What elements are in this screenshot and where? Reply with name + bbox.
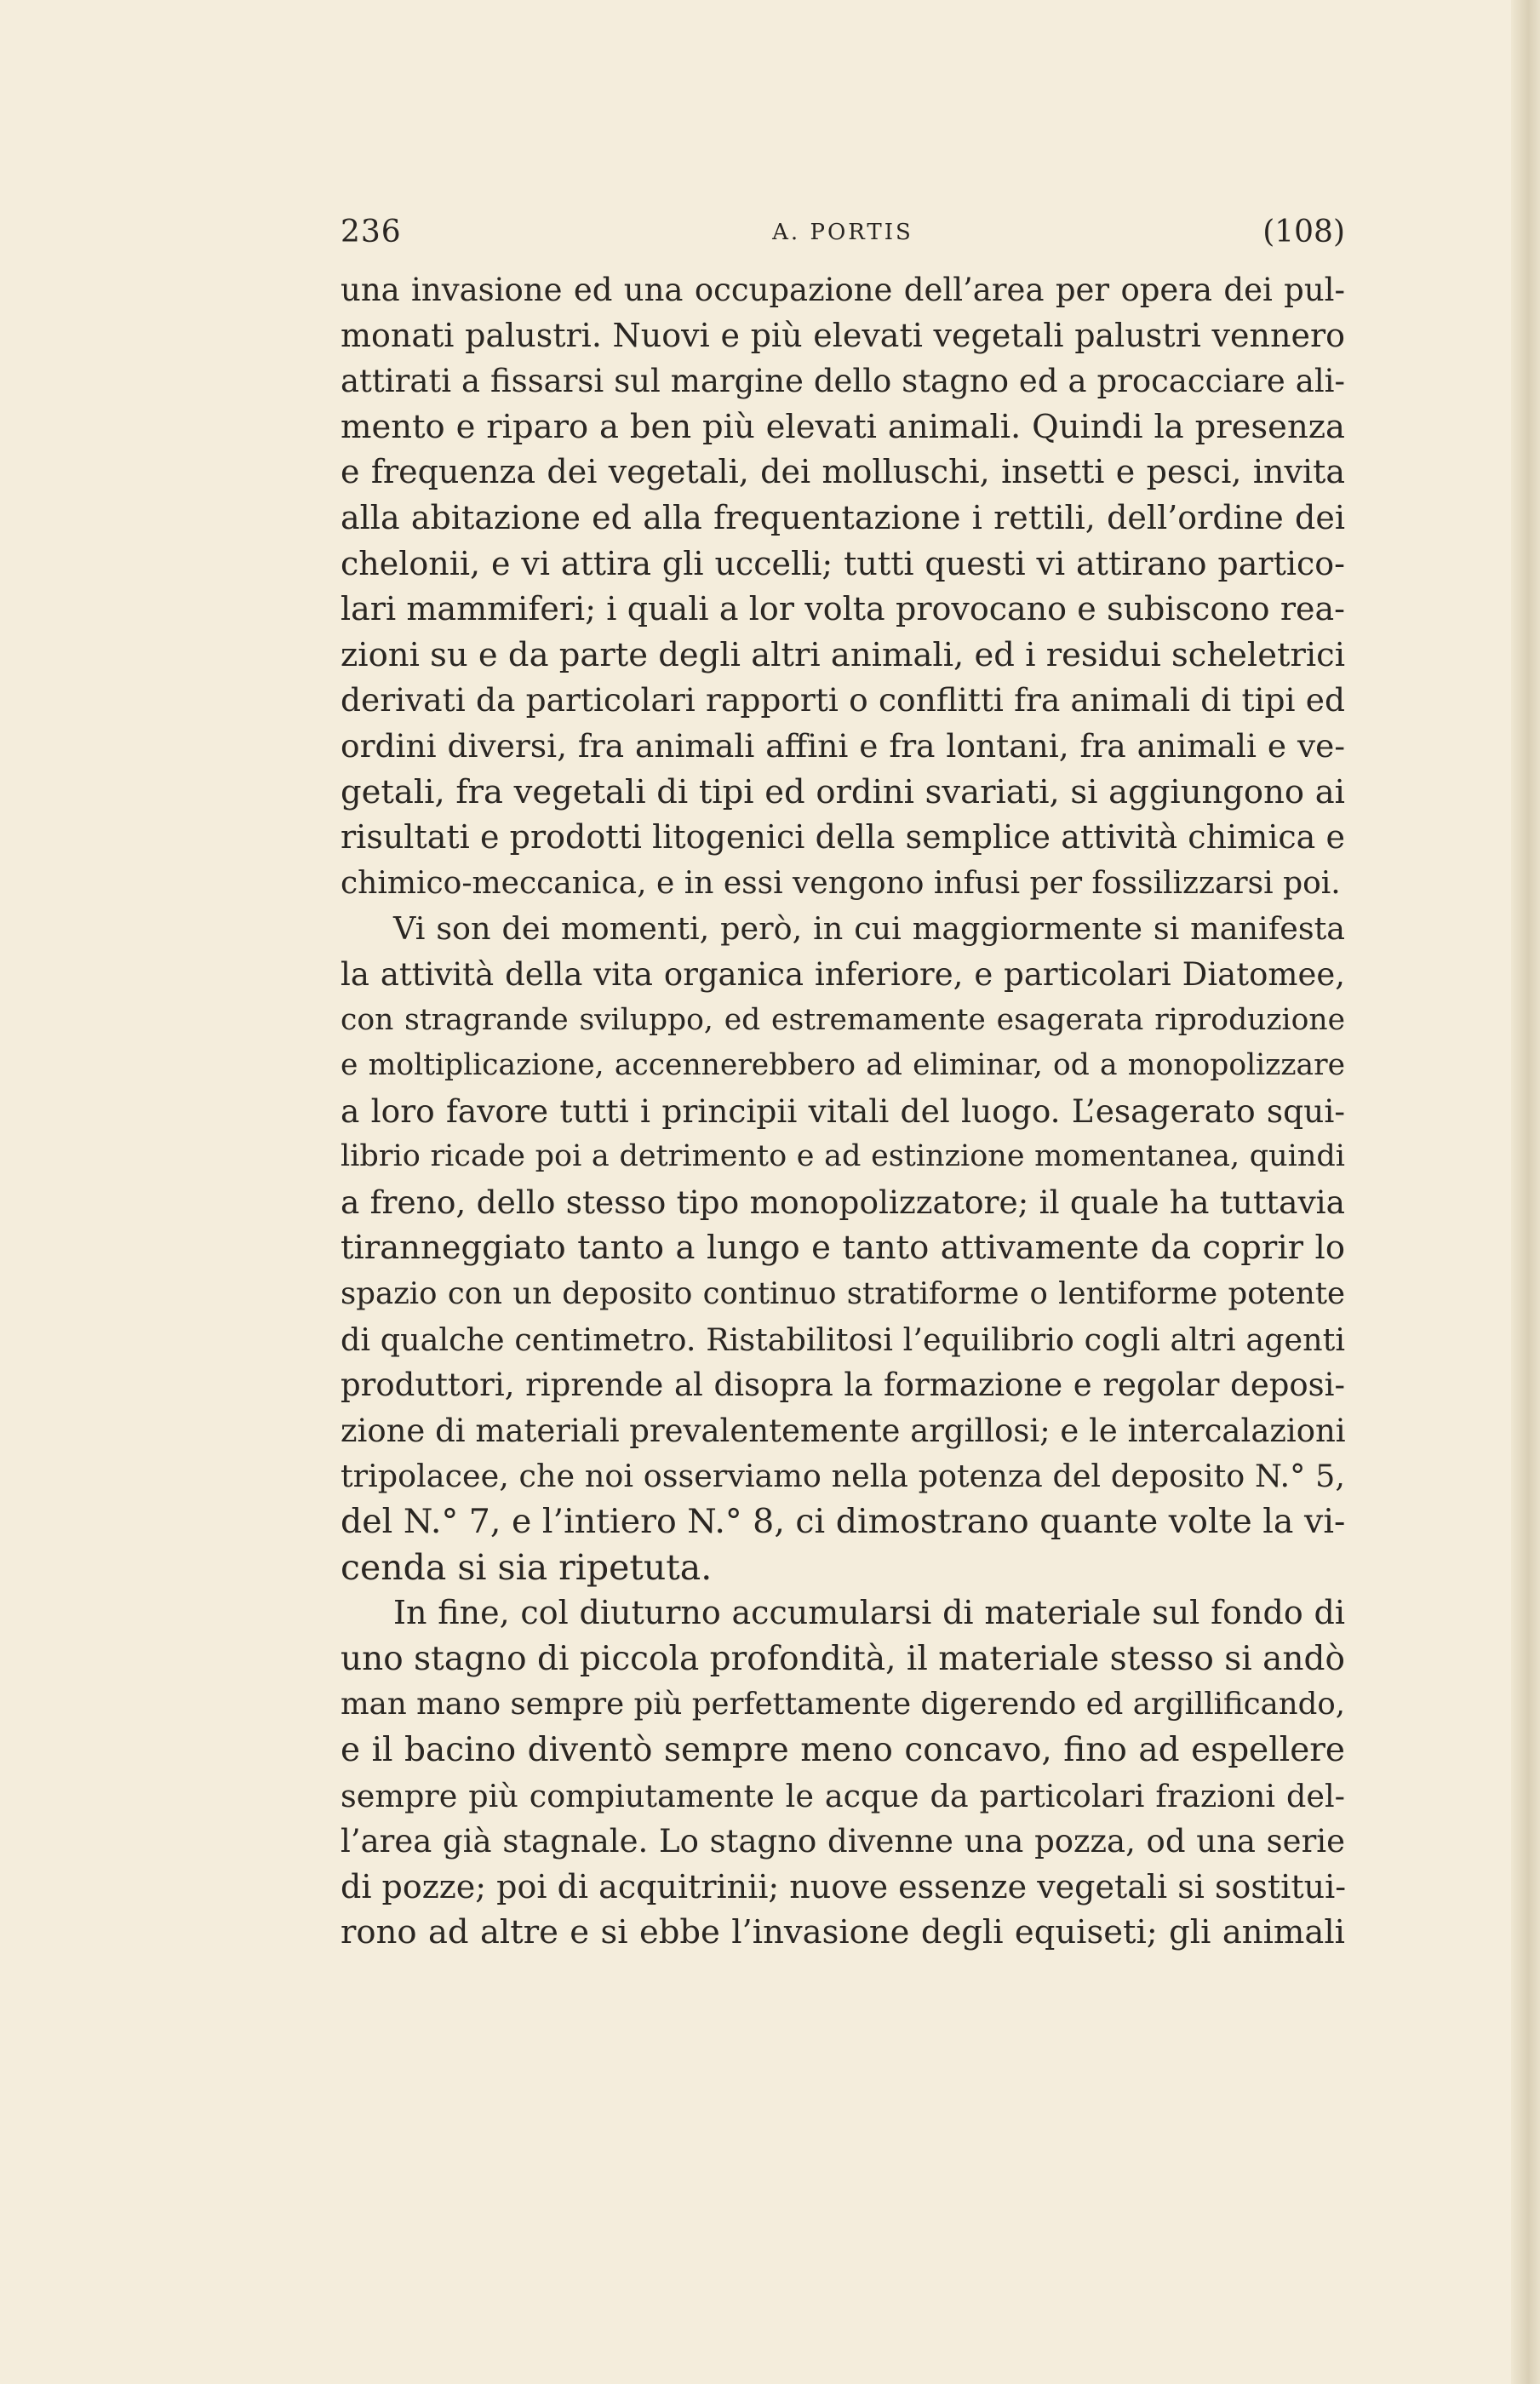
text-line: risultati e prodotti litogenici della semplice attività chimica e (341, 818, 1345, 857)
text-line: spazio con un deposito continuo stratiforme o lentiforme potente (341, 1276, 1345, 1312)
text-line: ordini diversi, fra animali affini e fra lontani, fra animali e ve- (341, 726, 1345, 765)
text-line: del N.° 7, e l’intiero N.° 8, ci dimostrano quante volte la vi- (341, 1502, 1346, 1542)
text-line: chelonii, e vi attira gli uccelli; tutti questi vi attirano partico- (341, 544, 1345, 582)
text-line: e moltiplicazione, accennerebbero ad eliminar, od a monopolizzare (341, 1048, 1345, 1083)
text-line: man mano sempre più perfettamente digerendo ed argillificando, (341, 1687, 1345, 1722)
text-line: zioni su e da parte degli altri animali, ed i residui scheletrici (341, 635, 1346, 674)
text-line: alla abitazione ed alla frequentazione i rettili, dell’ordine dei (341, 498, 1345, 536)
text-line: cenda si sia ripetuta. (341, 1546, 713, 1588)
text-line: la attività della vita organica inferiore, e particolari Diatomee, (341, 955, 1345, 993)
body-text (341, 267, 1345, 1956)
section-number: (108) (1262, 215, 1345, 249)
text-line: tripolacee, che noi osserviamo nella potenza del deposito N.° 5, (341, 1458, 1345, 1495)
text-line: e frequenza dei vegetali, dei molluschi, insetti e pesci, invita (341, 453, 1345, 491)
text-line: una invasione ed una occupazione dell’area per opera dei pul- (341, 272, 1345, 308)
text-line: uno stagno di piccola profondità, il materiale stesso si andò (341, 1639, 1345, 1678)
text-line: mento e riparo a ben più elevati animali. Quindi la presenza (341, 407, 1345, 446)
text-line: di pozze; poi di acquitrinii; nuove essenze vegetali si sostitui- (341, 1867, 1347, 1905)
text-line: produttori, riprende al disopra la formazione e regolar deposi- (341, 1367, 1345, 1404)
text-line: e il bacino diventò sempre meno concavo, fino ad espellere (341, 1731, 1345, 1769)
text-line: attirati a fissarsi sul margine dello stagno ed a procacciare ali- (341, 363, 1345, 400)
text-line: chimico-meccanica, e in essi vengono infusi per fossilizzarsi poi. (341, 865, 1341, 901)
text-line: librio ricade poi a detrimento e ad estinzione momentanea, quindi (341, 1139, 1345, 1174)
running-title: A. PORTIS (772, 220, 913, 245)
text-line: rono ad altre e si ebbe l’invasione degli equiseti; gli animali (341, 1913, 1345, 1952)
text-line: In fine, col diuturno accumularsi di materiale sul fondo di (393, 1594, 1345, 1632)
text-line: monati palustri. Nuovi e più elevati vegetali palustri vennero (341, 316, 1345, 354)
page-number: 236 (341, 215, 402, 249)
text-line: getali, fra vegetali di tipi ed ordini svariati, si aggiungono ai (341, 772, 1345, 811)
text-line: tiranneggiato tanto a lungo e tanto attivamente da coprir lo (341, 1229, 1345, 1268)
text-line: di qualche centimetro. Ristabilitosi l’equilibrio cogli altri agenti (341, 1321, 1345, 1358)
text-line: a loro favore tutti i principii vitali del luogo. L’esagerato squi- (341, 1092, 1345, 1130)
text-line: a freno, dello stesso tipo monopolizzatore; il quale ha tuttavia (341, 1183, 1345, 1221)
page-header (341, 215, 1345, 257)
text-line: con stragrande sviluppo, ed estremamente esagerata riproduzione (341, 1002, 1345, 1037)
text-line: l’area già stagnale. Lo stagno divenne una pozza, od una serie (341, 1823, 1345, 1860)
text-line: Vi son dei momenti, però, in cui maggiormente si manifesta (393, 910, 1345, 948)
text-line: zione di materiali prevalentemente argillosi; e le intercalazioni (341, 1412, 1346, 1449)
text-line: sempre più compiutamente le acque da particolari frazioni del- (341, 1777, 1345, 1814)
page-edge-shadow (1511, 0, 1540, 2384)
text-line: derivati da particolari rapporti o conflitti fra animali di tipi ed (341, 681, 1345, 719)
text-line: lari mammiferi; i quali a lor volta provocano e subiscono rea- (341, 590, 1345, 628)
